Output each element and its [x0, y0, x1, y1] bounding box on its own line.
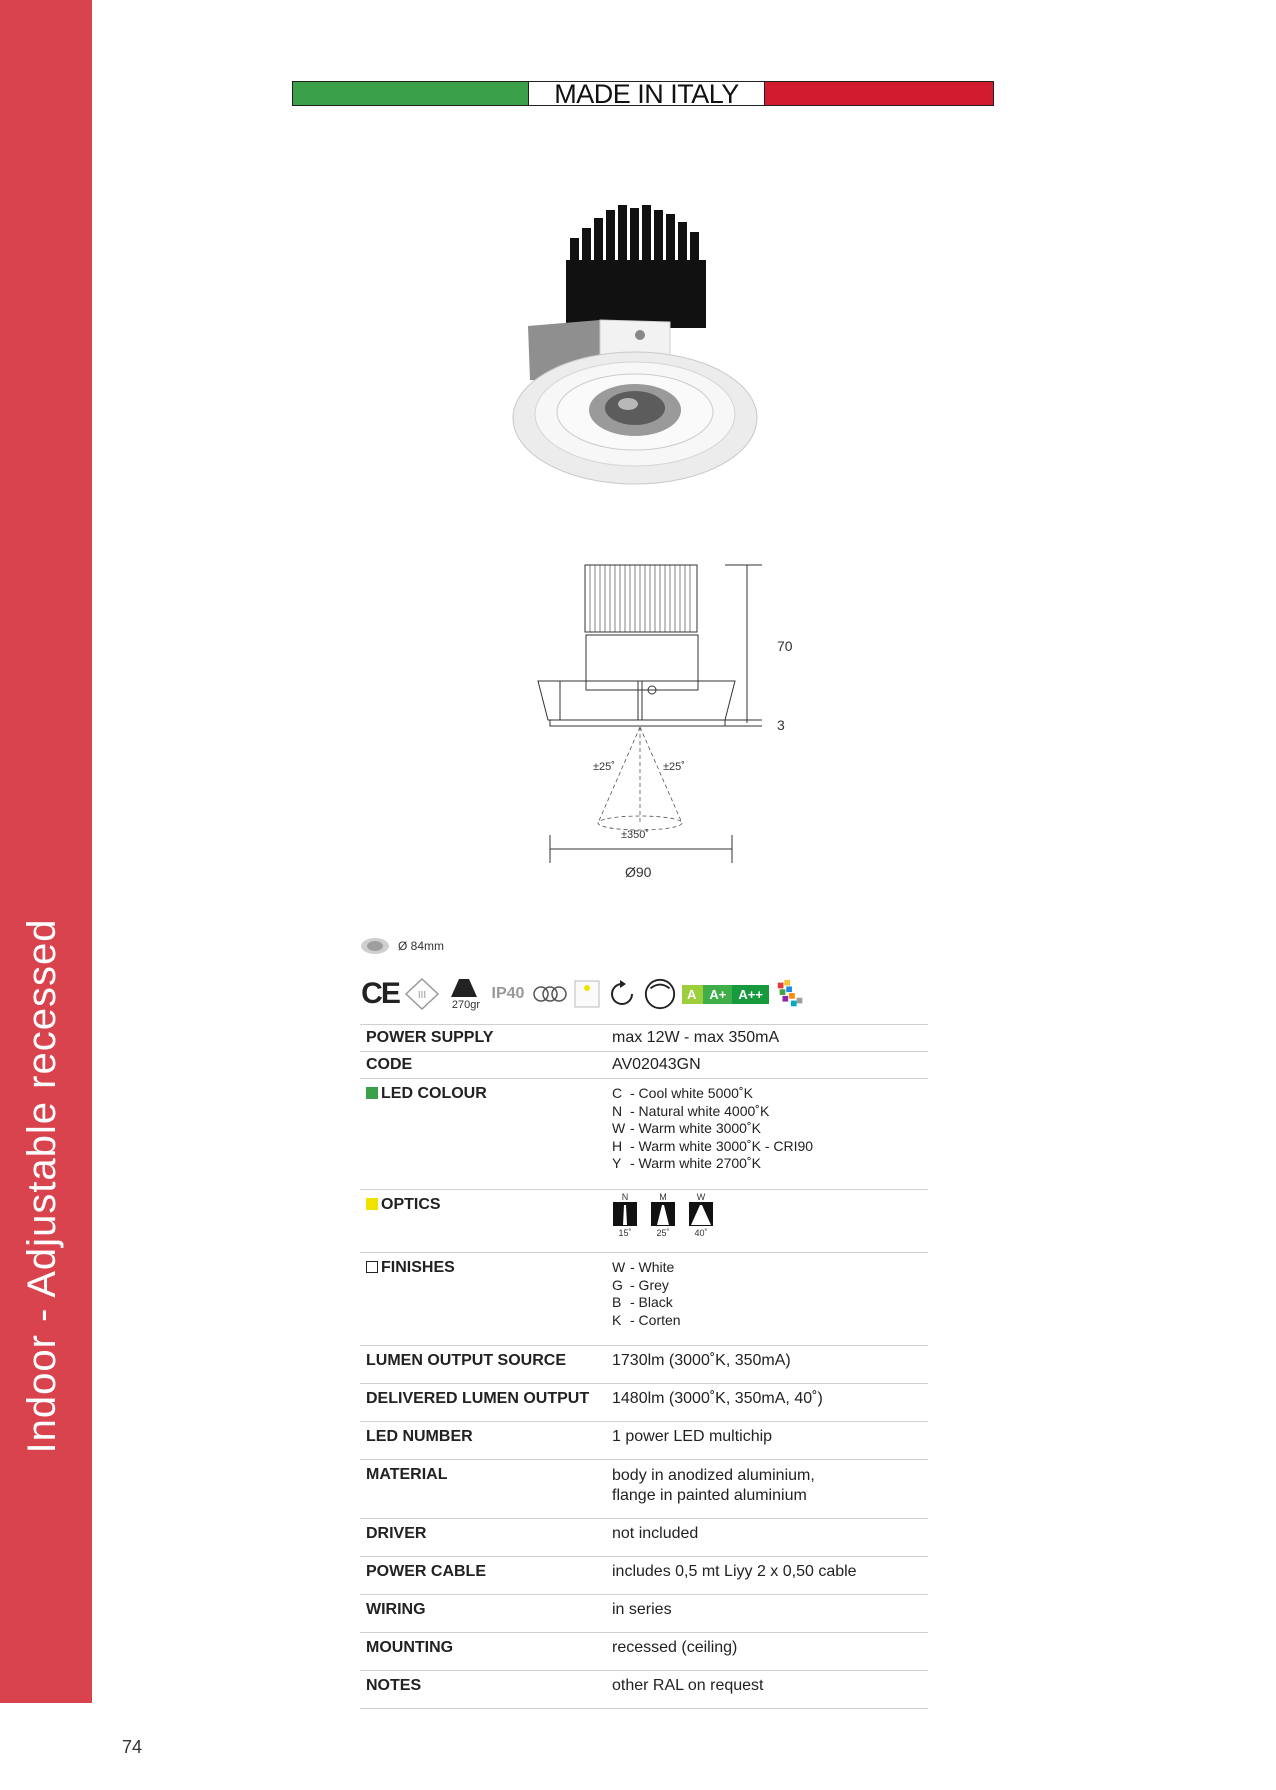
spec-value: includes 0,5 mt Liyy 2 x 0,50 cable [612, 1557, 928, 1595]
narrow-beam-icon [613, 1202, 637, 1226]
optic-narrow: N 15˚ [612, 1192, 638, 1238]
spec-label: CODE [360, 1052, 612, 1079]
spec-row-led-number [360, 1422, 928, 1460]
energy-a-plus-plus: A++ [732, 985, 769, 1004]
led-colour-options [612, 1079, 928, 1190]
spec-label: WIRING [360, 1595, 612, 1633]
spec-label: MATERIAL [360, 1460, 612, 1519]
product-photo [500, 200, 770, 490]
page-number: 74 [122, 1737, 143, 1757]
flag-green-band [293, 82, 529, 105]
spec-row-code [360, 1052, 928, 1079]
spec-row-optics [360, 1190, 928, 1253]
svg-text:III: III [417, 990, 427, 1001]
option-line: W - White [612, 1259, 675, 1275]
tilt-right-label: ±25˚ [663, 761, 685, 773]
wide-beam-icon [689, 1202, 713, 1226]
spec-value: AV02043GN [612, 1052, 928, 1079]
cutout-icon [360, 937, 390, 955]
flag-red-band [765, 82, 993, 105]
banner-text: MADE IN ITALY [529, 82, 765, 105]
option-line: Y - Warm white 2700˚K [612, 1155, 761, 1171]
spec-row-led-colour [360, 1079, 928, 1190]
diameter-dimension: Ø90 [625, 864, 652, 880]
spec-label: NOTES [360, 1671, 612, 1709]
spec-value: recessed (ceiling) [612, 1633, 928, 1671]
finishes-marker [366, 1261, 378, 1273]
optic-wide: W 40˚ [688, 1192, 714, 1238]
rotation-label: ±350˚ [621, 829, 650, 841]
spec-value: 1 power LED multichip [612, 1422, 928, 1460]
spec-label: DRIVER [360, 1519, 612, 1557]
led-colour-marker [366, 1087, 378, 1099]
spec-row-wiring [360, 1595, 928, 1633]
ce-mark-icon: CE [361, 977, 399, 1010]
option-line: N - Natural white 4000˚K [612, 1102, 770, 1119]
spec-row-power-supply [360, 1025, 928, 1052]
option-line: H - Warm white 3000˚K - CRI90 [612, 1137, 814, 1154]
spec-value: 1730lm (3000˚K, 350mA) [612, 1346, 928, 1384]
spec-label: LUMEN OUTPUT SOURCE [360, 1346, 612, 1384]
spec-label: LED NUMBER [360, 1422, 612, 1460]
made-in-italy-banner [292, 79, 994, 109]
spec-value: in series [612, 1595, 928, 1633]
option-line: K - Corten [612, 1311, 681, 1328]
spec-label: DELIVERED LUMEN OUTPUT [360, 1384, 612, 1422]
spec-row-lumen-source [360, 1346, 928, 1384]
spec-label: MOUNTING [360, 1633, 612, 1671]
tilt-left-label: ±25˚ [593, 761, 615, 773]
medium-beam-icon [651, 1202, 675, 1226]
spec-value-line: body in anodized aluminium, [612, 1467, 815, 1484]
spec-label: POWER CABLE [360, 1557, 612, 1595]
driver-rings-icon [532, 977, 568, 1011]
finishes-options [612, 1253, 928, 1346]
spec-value-line: flange in painted aluminium [612, 1487, 807, 1504]
spec-row-notes [360, 1671, 928, 1709]
spec-row-power-cable [360, 1557, 928, 1595]
spec-row-material [360, 1460, 928, 1519]
technical-drawing [520, 555, 820, 885]
spec-value: other RAL on request [612, 1671, 928, 1709]
spec-value: 1480lm (3000˚K, 350mA, 40˚) [612, 1384, 928, 1422]
specifications-table [360, 1024, 928, 1709]
cutout-info [360, 937, 444, 955]
rotation-icon [606, 977, 638, 1011]
spec-row-driver [360, 1519, 928, 1557]
spec-row-mounting [360, 1633, 928, 1671]
class-iii-icon [404, 977, 440, 1011]
spec-row-finishes [360, 1253, 928, 1346]
energy-class-icon [682, 977, 769, 1011]
option-line: C - Cool white 5000˚K [612, 1085, 753, 1101]
category-label: Indoor - Adjustable recessed [20, 918, 64, 1454]
optics-options [612, 1190, 928, 1252]
led-module-icon [572, 977, 602, 1011]
spec-value: max 12W - max 350mA [612, 1025, 928, 1052]
spec-label: FINISHES [381, 1259, 455, 1276]
height-dimension: 70 [777, 638, 793, 654]
spec-row-delivered-lumen [360, 1384, 928, 1422]
option-line: B - Black [612, 1294, 673, 1310]
weight-label: 270gr [451, 999, 481, 1011]
spec-label: OPTICS [381, 1196, 441, 1213]
energy-a: A [682, 985, 703, 1004]
spec-label: LED COLOUR [381, 1085, 487, 1102]
flange-dimension: 3 [777, 717, 785, 733]
certification-icons [360, 972, 809, 1016]
weight-icon [449, 977, 479, 999]
colour-options-icon [773, 977, 809, 1011]
optic-medium: M 25˚ [650, 1192, 676, 1238]
category-sidebar [0, 0, 92, 1703]
energy-a-plus: A+ [703, 985, 732, 1004]
optics-marker [366, 1198, 378, 1210]
tilt-icon [642, 977, 678, 1011]
spec-value: not included [612, 1519, 928, 1557]
ip40-label: IP40 [491, 985, 525, 1002]
spec-label: POWER SUPPLY [360, 1025, 612, 1052]
weight-info [444, 977, 484, 1011]
option-line: W - Warm white 3000˚K [612, 1120, 761, 1136]
option-line: G - Grey [612, 1276, 669, 1293]
cutout-label: Ø 84mm [398, 939, 445, 953]
